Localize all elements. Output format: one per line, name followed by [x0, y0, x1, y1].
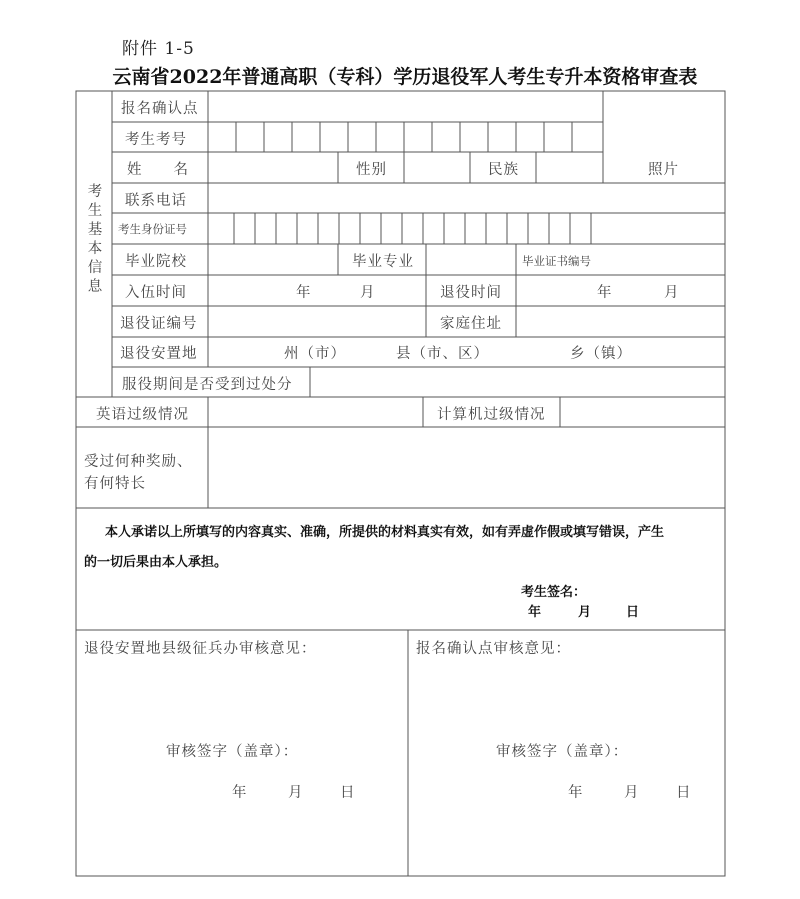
resettlement-county: 县（市、区）	[396, 346, 489, 362]
review-right-sign: 审核签字（盖章）：	[496, 744, 629, 760]
pledge-line1: 本人承诺以上所填写的内容真实、准确，所提供的材料真实有效，如有弄虚作假或填写错误，产生	[105, 525, 665, 540]
label-discharge-time: 退役时间	[440, 285, 502, 301]
form-title: 云南省2022年普通高职（专科）学历退役军人考生专升本资格审查表	[112, 66, 698, 88]
annex-label: 附件 1-5	[122, 39, 195, 59]
review-right-year: 年	[568, 785, 584, 801]
review-left-sign: 审核签字（盖章）：	[166, 744, 299, 760]
review-left-month: 月	[288, 785, 304, 801]
label-ethnicity: 民族	[488, 162, 519, 178]
pledge-month: 月	[578, 605, 592, 620]
review-right-month: 月	[624, 785, 640, 801]
label-exam-number: 考生考号	[125, 132, 187, 148]
review-left-day: 日	[340, 785, 356, 801]
review-left-year: 年	[232, 785, 248, 801]
label-home-address: 家庭住址	[440, 316, 502, 332]
discharge-month-unit: 月	[664, 285, 680, 301]
pledge-day: 日	[626, 605, 640, 620]
review-right-title: 报名确认点审核意见：	[416, 641, 571, 657]
label-photo: 照片	[648, 162, 679, 178]
label-certificate-number: 毕业证书编号	[522, 254, 591, 268]
label-phone: 联系电话	[125, 193, 187, 209]
enlist-year-unit: 年	[296, 285, 312, 301]
label-discharge-cert: 退役证编号	[120, 316, 198, 332]
label-resettlement: 退役安置地	[120, 346, 198, 362]
resettlement-prefecture: 州（市）	[284, 346, 346, 362]
label-name: 姓 名	[127, 162, 189, 178]
label-awards-line1: 受过何种奖励、	[84, 454, 193, 470]
label-english-level: 英语过级情况	[96, 407, 189, 423]
discharge-year-unit: 年	[597, 285, 613, 301]
label-gender: 性别	[356, 162, 387, 178]
label-punished: 服役期间是否受到过处分	[122, 377, 293, 393]
resettlement-township: 乡（镇）	[570, 346, 632, 362]
pledge-year: 年	[528, 605, 542, 620]
label-id-number: 考生身份证号	[118, 222, 187, 236]
section-label-basic-info: 考生基本信息	[87, 184, 103, 295]
review-right-day: 日	[676, 785, 692, 801]
enlist-month-unit: 月	[360, 285, 376, 301]
pledge-signature: 考生签名：	[521, 585, 587, 600]
review-left-title: 退役安置地县级征兵办审核意见：	[84, 641, 317, 657]
label-awards-line2: 有何特长	[84, 476, 146, 492]
label-registration-point: 报名确认点	[121, 101, 199, 117]
label-enlist-time: 入伍时间	[125, 285, 187, 301]
pledge-line2: 的一切后果由本人承担。	[84, 555, 228, 570]
label-major: 毕业专业	[352, 254, 414, 270]
label-graduation-school: 毕业院校	[125, 254, 187, 270]
label-computer-level: 计算机过级情况	[437, 407, 546, 423]
